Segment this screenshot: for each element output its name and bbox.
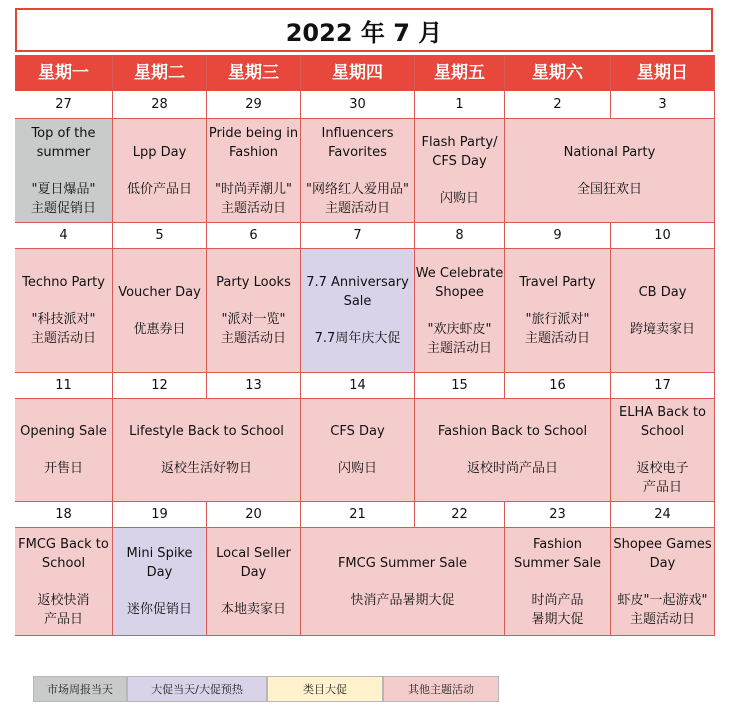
calendar-grid [15, 55, 715, 636]
weekday-tue: 星期二 [113, 55, 207, 91]
event-pride-fashion[interactable]: Pride being in Fashion "时尚弄潮儿" 主题活动日 [207, 119, 301, 223]
event-top-of-summer[interactable]: Top of the summer "夏日爆品" 主题促销日 [15, 119, 113, 223]
event-celebrate-shopee[interactable]: We Celebrate Shopee "欢庆虾皮" 主题活动日 [415, 249, 505, 373]
event-influencers-favorites[interactable]: Influencers Favorites "网络红人爱用品" 主题活动日 [301, 119, 415, 223]
event-voucher-day[interactable]: Voucher Day 优惠券日 [113, 249, 207, 373]
day-number[interactable]: 5 [113, 223, 207, 249]
day-number[interactable]: 11 [15, 373, 113, 399]
day-number[interactable]: 30 [301, 91, 415, 119]
event-techno-party[interactable]: Techno Party "科技派对" 主题活动日 [15, 249, 113, 373]
day-number[interactable]: 14 [301, 373, 415, 399]
event-fmcg-summer-sale[interactable]: FMCG Summer Sale 快消产品暑期大促 [301, 528, 505, 636]
day-number[interactable]: 23 [505, 502, 611, 528]
calendar-title: 2022 年 7 月 [15, 8, 713, 52]
day-number[interactable]: 21 [301, 502, 415, 528]
day-number[interactable]: 17 [611, 373, 715, 399]
event-travel-party[interactable]: Travel Party "旅行派对" 主题活动日 [505, 249, 611, 373]
day-number[interactable]: 2 [505, 91, 611, 119]
legend-item-category-promo: 类目大促 [267, 676, 383, 702]
weekday-fri: 星期五 [415, 55, 505, 91]
event-lifestyle-back-to-school[interactable]: Lifestyle Back to School 返校生活好物日 [113, 399, 301, 502]
day-number[interactable]: 3 [611, 91, 715, 119]
day-number[interactable]: 20 [207, 502, 301, 528]
day-number[interactable]: 9 [505, 223, 611, 249]
event-elha-back-to-school[interactable]: ELHA Back to School 返校电子 产品日 [611, 399, 715, 502]
event-cfs-day[interactable]: CFS Day 闪购日 [301, 399, 415, 502]
day-number[interactable]: 4 [15, 223, 113, 249]
weekday-wed: 星期三 [207, 55, 301, 91]
event-shopee-games-day[interactable]: Shopee Games Day 虾皮"一起游戏" 主题活动日 [611, 528, 715, 636]
legend-item-big-promo: 大促当天/大促预热 [127, 676, 267, 702]
day-number[interactable]: 6 [207, 223, 301, 249]
weekday-sun: 星期日 [611, 55, 715, 91]
event-flash-party[interactable]: Flash Party/ CFS Day 闪购日 [415, 119, 505, 223]
event-fashion-back-to-school[interactable]: Fashion Back to School 返校时尚产品日 [415, 399, 611, 502]
event-fmcg-back-to-school[interactable]: FMCG Back to School 返校快消 产品日 [15, 528, 113, 636]
weekday-sat: 星期六 [505, 55, 611, 91]
day-number[interactable]: 10 [611, 223, 715, 249]
day-number[interactable]: 24 [611, 502, 715, 528]
day-number[interactable]: 18 [15, 502, 113, 528]
legend-item-market-report: 市场周报当天 [33, 676, 127, 702]
day-number[interactable]: 16 [505, 373, 611, 399]
day-number[interactable]: 13 [207, 373, 301, 399]
event-national-party[interactable]: National Party 全国狂欢日 [505, 119, 715, 223]
event-cb-day[interactable]: CB Day 跨境卖家日 [611, 249, 715, 373]
legend-item-other-themes: 其他主题活动 [383, 676, 499, 702]
legend [33, 676, 499, 702]
event-mini-spike-day[interactable]: Mini Spike Day 迷你促销日 [113, 528, 207, 636]
day-number[interactable]: 27 [15, 91, 113, 119]
day-number[interactable]: 19 [113, 502, 207, 528]
event-party-looks[interactable]: Party Looks "派对一览" 主题活动日 [207, 249, 301, 373]
day-number[interactable]: 29 [207, 91, 301, 119]
day-number[interactable]: 1 [415, 91, 505, 119]
event-anniversary-sale[interactable]: 7.7 Anniversary Sale 7.7周年庆大促 [301, 249, 415, 373]
event-fashion-summer-sale[interactable]: Fashion Summer Sale 时尚产品 暑期大促 [505, 528, 611, 636]
event-local-seller-day[interactable]: Local Seller Day 本地卖家日 [207, 528, 301, 636]
weekday-thu: 星期四 [301, 55, 415, 91]
day-number[interactable]: 22 [415, 502, 505, 528]
day-number[interactable]: 15 [415, 373, 505, 399]
event-lpp-day[interactable]: Lpp Day 低价产品日 [113, 119, 207, 223]
weekday-mon: 星期一 [15, 55, 113, 91]
day-number[interactable]: 8 [415, 223, 505, 249]
day-number[interactable]: 7 [301, 223, 415, 249]
event-opening-sale[interactable]: Opening Sale 开售日 [15, 399, 113, 502]
day-number[interactable]: 28 [113, 91, 207, 119]
day-number[interactable]: 12 [113, 373, 207, 399]
